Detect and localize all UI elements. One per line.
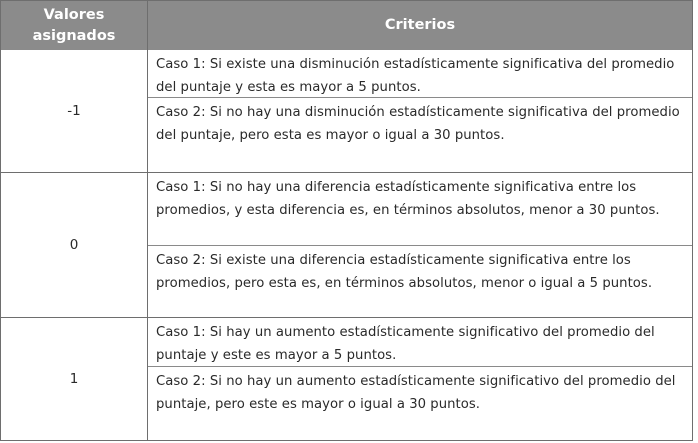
criteria-case-cell: Caso 1: Si hay un aumento estadísticamente significativo del promedio del puntaje y este es mayor a 5 puntos. [156,325,655,364]
value-cell: 1 [1,318,148,440]
header-assigned-values: Valores asignados [1,1,148,50]
case-divider [148,245,692,246]
criteria-case-cell: Caso 2: Si no hay un aumento estadísticamente significativo del promedio del puntaje, pero este es mayor o igual a 30 puntos. [156,374,676,413]
header-criteria: Criterios [148,1,692,50]
case-divider [148,366,692,367]
row-divider [1,172,692,173]
criteria-case-cell: Caso 1: Si existe una disminución estadísticamente significativa del promedio del puntaje y esta es mayor a 5 puntos. [156,57,675,96]
value-cell: 0 [1,173,148,317]
criteria-case-cell: Caso 1: Si no hay una diferencia estadísticamente significativa entre los promedios, y esta diferencia es, en términos absolutos, menor a 30 puntos. [156,180,660,219]
value-cell: -1 [1,50,148,172]
criteria-case-cell: Caso 2: Si no hay una disminución estadísticamente significativa del promedio del puntaje, pero esta es mayor o igual a 30 puntos. [156,105,680,144]
row-divider [1,317,692,318]
criteria-case-cell: Caso 2: Si existe una diferencia estadísticamente significativa entre los promedios, pero esta es, en términos absolutos, menor o igual a 5 puntos. [156,253,653,292]
case-divider [148,97,692,98]
